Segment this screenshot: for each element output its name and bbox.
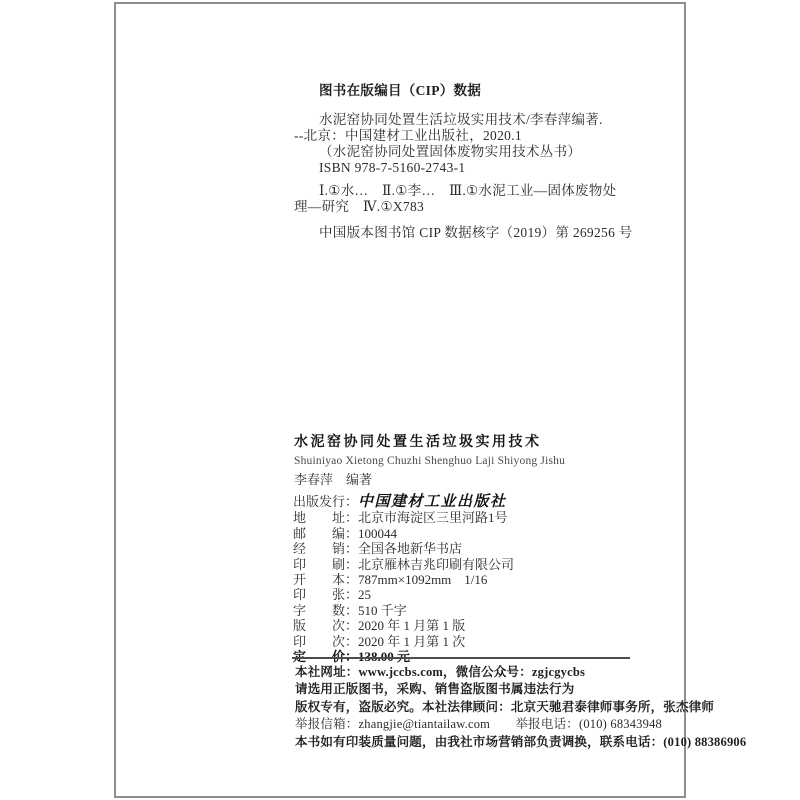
cip-data-block xyxy=(294,83,754,241)
publisher-notice-block xyxy=(295,664,765,751)
book-title-block xyxy=(294,434,724,487)
sheets-value: 25 xyxy=(358,587,372,603)
format-value: 787mm×1092mm 1/16 xyxy=(358,572,488,588)
book-title: 水泥窑协同处置生活垃圾实用技术 xyxy=(294,435,542,450)
edition-value: 2020 年 1 月第 1 版 xyxy=(358,618,466,634)
cip-isbn-line: ISBN 978-7-5160-2743-1 xyxy=(319,160,466,175)
colophon-row-edition: 版次：2020 年 1 月第 1 版 xyxy=(293,618,466,634)
divider-rule xyxy=(292,657,630,659)
wordcount-value: 510 千字 xyxy=(358,602,407,618)
colophon-row-format: 开本：787mm×1092mm 1/16 xyxy=(293,572,488,588)
colophon-row-address: 地址：北京市海淀区三里河路1号 xyxy=(293,510,508,526)
notice-quality-line: 本书如有印装质量问题，由我社市场营销部负责调换，联系电话：(010) 88386906 xyxy=(295,734,747,749)
postcode-value: 100044 xyxy=(358,525,398,541)
cip-classification-line-2: 理—研究 Ⅳ.①X783 xyxy=(294,199,425,214)
colophon-row-postcode: 邮编：100044 xyxy=(293,525,398,541)
book-title-pinyin: Shuiniyao Xietong Chuzhi Shenghuo Laji Shiyong Jishu xyxy=(294,455,566,467)
colophon-row-distribution: 经销：全国各地新华书店 xyxy=(293,541,463,557)
notice-copyright-line: 版权专有，盗版必究。本社法律顾问：北京天驰君泰律师事务所，张杰律师 xyxy=(295,699,715,714)
cip-classification-line-1: Ⅰ.①水… Ⅱ.①李… Ⅲ.①水泥工业—固体废物处 xyxy=(319,183,617,198)
colophon-row-publisher xyxy=(293,494,733,510)
distribution-value: 全国各地新华书店 xyxy=(358,541,463,557)
colon: ： xyxy=(345,494,359,509)
colophon-row-sheets: 印张：25 xyxy=(293,587,372,603)
cip-header: 图书在版编目（CIP）数据 xyxy=(319,83,482,98)
book-page-frame xyxy=(114,2,747,798)
colophon-block xyxy=(293,494,733,664)
colophon-row-wordcount: 字数：510 千字 xyxy=(293,602,407,618)
colophon-row-printer: 印刷：北京雁林吉兆印刷有限公司 xyxy=(293,556,515,572)
publisher-label: 出版发行 xyxy=(293,494,346,509)
book-author: 李春萍 编著 xyxy=(294,472,373,487)
cip-publisher-line: --北京：中国建材工业出版社，2020.1 xyxy=(294,128,522,143)
impression-value: 2020 年 1 月第 1 次 xyxy=(358,633,466,649)
notice-website-line: 本社网址：www.jccbs.com，微信公众号：zgjcgycbs xyxy=(295,665,586,679)
notice-antipiracy-line: 请选用正版图书，采购、销售盗版图书属违法行为 xyxy=(295,682,575,697)
cip-title-line: 水泥窑协同处置生活垃圾实用技术/李春萍编著. xyxy=(319,112,603,127)
notice-report-line: 举报信箱：zhangjie@tiantailaw.com 举报电话：(010) 68343948 xyxy=(295,717,662,732)
printer-value: 北京雁林吉兆印刷有限公司 xyxy=(358,556,515,572)
cip-series-line: （水泥窑协同处置固体废物实用技术丛书） xyxy=(319,144,582,159)
publisher-name: 中国建材工业出版社 xyxy=(358,494,507,510)
address-value: 北京市海淀区三里河路1号 xyxy=(358,510,508,526)
cip-record-line: 中国版本图书馆 CIP 数据核字（2019）第 269256 号 xyxy=(319,225,633,240)
colophon-row-impression: 印次：2020 年 1 月第 1 次 xyxy=(293,633,466,649)
